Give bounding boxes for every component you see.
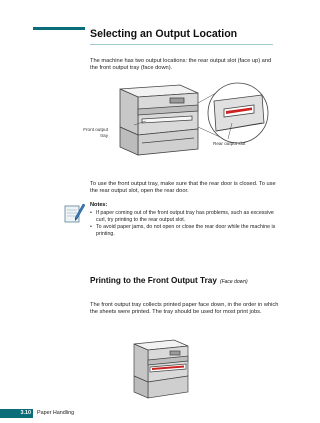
instructions-paragraph: To use the front output tray, make sure that the rear door is closed. To use the rear output slot, open the rear door. bbox=[90, 181, 276, 195]
front-output-tray-caption: Front output tray bbox=[83, 127, 108, 138]
subsection-title bbox=[90, 276, 248, 285]
front-tray-printer-figure bbox=[130, 336, 196, 400]
footer-page-number: 3.10 bbox=[0, 409, 33, 418]
header-accent-bar bbox=[33, 27, 85, 30]
bullet-dot-icon: • bbox=[90, 224, 92, 230]
note-text: To avoid paper jams, do not open or close the rear door while the machine is printing. bbox=[96, 224, 276, 237]
notes-pencil-icon bbox=[61, 200, 87, 226]
bullet-dot-icon: • bbox=[90, 210, 92, 216]
printer-output-figure bbox=[112, 79, 272, 167]
section-title: Selecting an Output Location bbox=[90, 28, 238, 40]
subsection-subtitle: (Face down) bbox=[219, 279, 248, 285]
rear-slot-zoom bbox=[208, 83, 268, 143]
intro-paragraph: The machine has two output locations: the rear output slot (face up) and the front output tray (face down). bbox=[90, 58, 272, 72]
note-item bbox=[90, 210, 280, 223]
title-rule bbox=[90, 44, 273, 45]
subsection-paragraph: The front output tray collects printed paper face down, in the order in which the sheets were printed. The tray should be used for most print jobs. bbox=[90, 302, 279, 316]
subsection-title-text: Printing to the Front Output Tray bbox=[90, 276, 217, 285]
rear-output-slot-caption: Rear output slot bbox=[213, 141, 246, 146]
note-item bbox=[90, 224, 280, 237]
notes-title: Notes: bbox=[90, 202, 108, 208]
printer-illustration bbox=[120, 85, 198, 155]
note-text: If paper coming out of the front output tray has problems, such as excessive curl, try printing to the rear output slot. bbox=[96, 210, 274, 223]
footer-chapter: Paper Handling bbox=[37, 410, 75, 416]
